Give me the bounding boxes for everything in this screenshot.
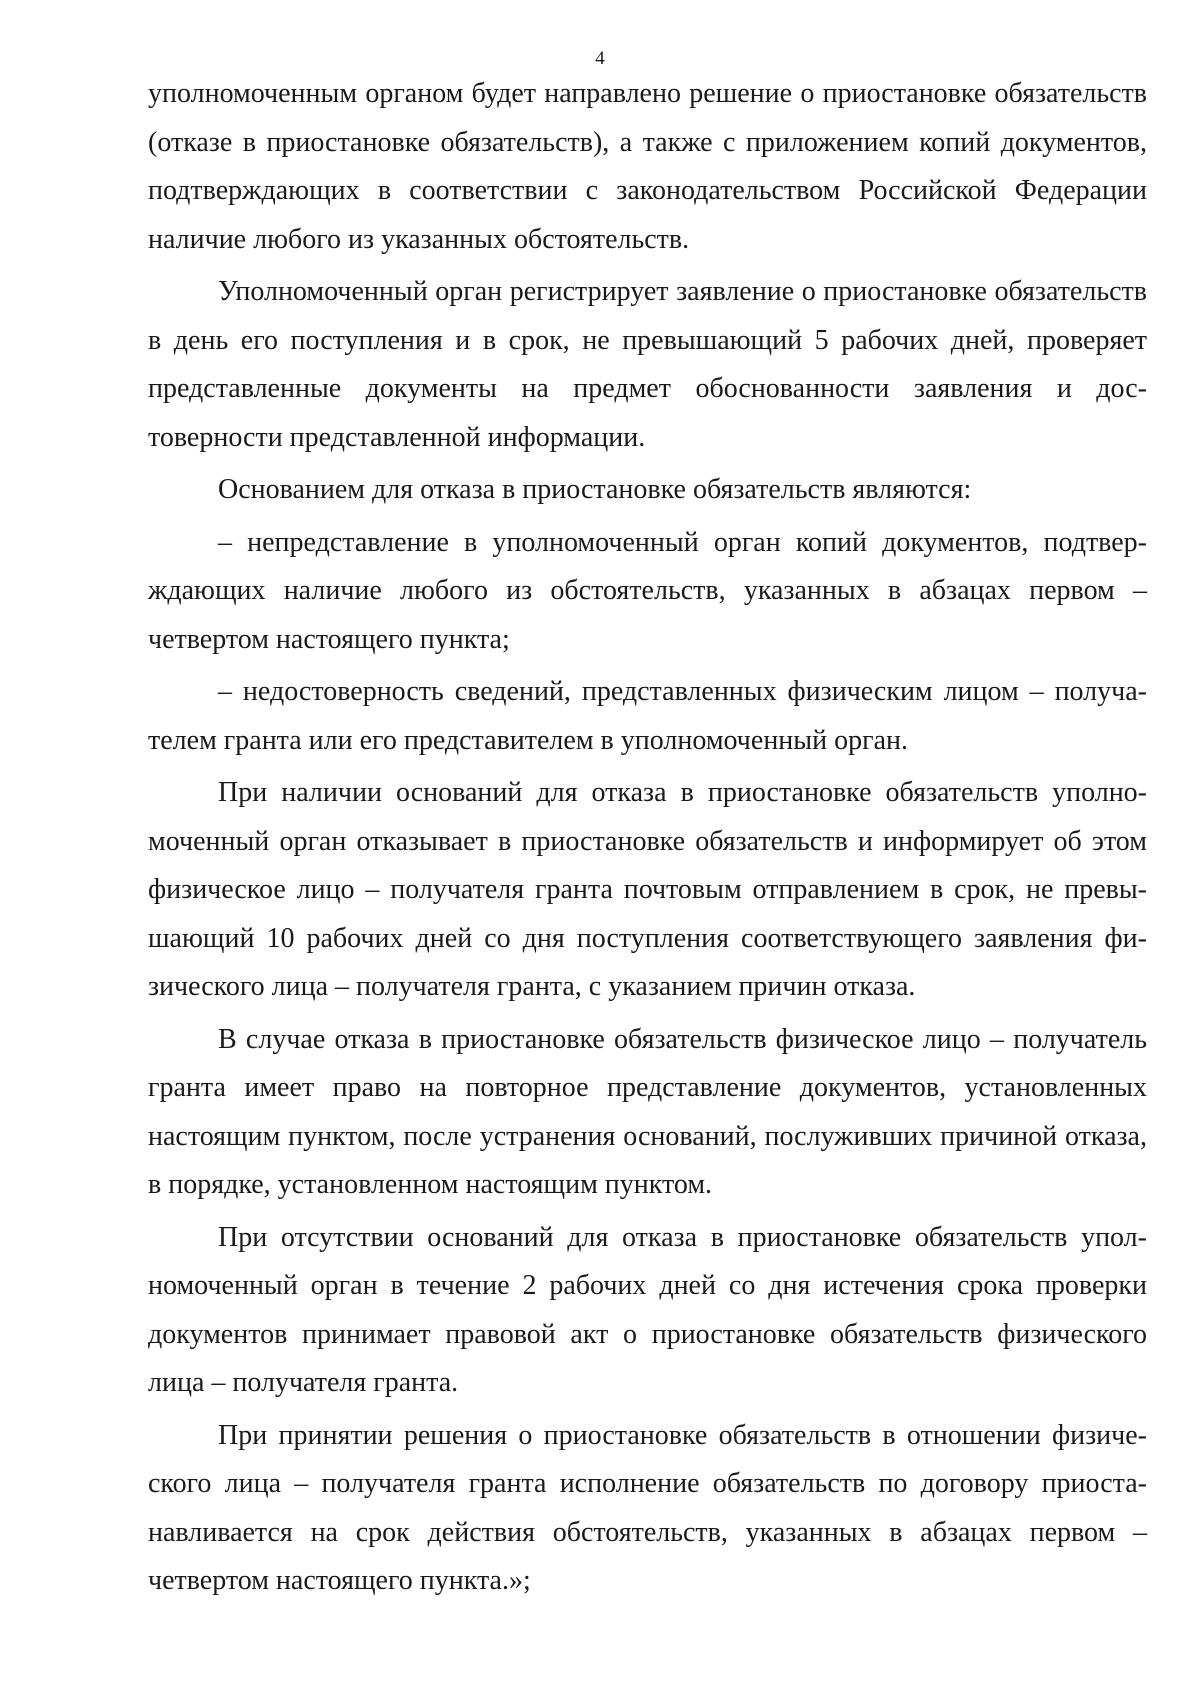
paragraph-continuation: уполномоченным органом будет направлено решение о приостановке обязательств (отказе в приостановке обязательств), а также с приложением копий документов, подтверждающих в соответствии с законодательством Российской Федерации наличие любого из указанных обстоятельств. [148,78,1147,255]
paragraph-refusal-grounds: Основанием для отказа в приостановке обязательств являются: [218,474,972,505]
list-item-unreliable-info: – недостоверность сведений, представленных физическим лицом – получателем гранта или его представителем в уполномоченный орган. [148,676,1147,756]
page-number: 4 [595,48,605,69]
paragraph-legal-act: При отсутствии оснований для отказа в приостановке обязательств уполномоченный орган в течение 2 рабочих дней со дня истечения срока проверки документов принимает правовой акт о приостановке обязательств физического лица – получателя гранта. [148,1221,1147,1398]
paragraph-refusal-notice: При наличии оснований для отказа в приостановке обязательств уполномоченный орган отказывает в приостановке обязательств и информирует об этом физическое лицо – получателя гранта почтовым отправлением в срок, не превышающий 10 рабочих дней со дня поступления соответствующего заявления физического лица – получателя гранта, с указанием причин отказа. [148,777,1147,1002]
document-body [148,70,1147,1610]
paragraph-resubmission: В случае отказа в приостановке обязательств физическое лицо – получатель гранта имеет право на повторное представление документов, установленных настоящим пунктом, после устранения оснований, послуживших причиной отказа, в порядке, установленном настоящим пунктом. [148,1023,1147,1200]
paragraph-registration: Уполномоченный орган регистрирует заявление о приостановке обязательств в день его поступления и в срок, не превышающий 5 рабочих дней, проверяет представленные документы на предмет обоснованности заявления и достоверности представленной информации. [148,276,1147,453]
paragraph-suspension-effect: При принятии решения о приостановке обязательств в отношении физического лица – получателя гранта исполнение обязательств по договору приостанавливается на срок действия обстоятельств, указанных в абзацах первом – четвертом настоящего пункта.»; [148,1419,1147,1596]
list-item-non-submission: – непредставление в уполномоченный орган копий документов, подтверждающих наличие любого из обстоятельств, указанных в абзацах первом – четвертом настоящего пункта; [148,526,1147,655]
